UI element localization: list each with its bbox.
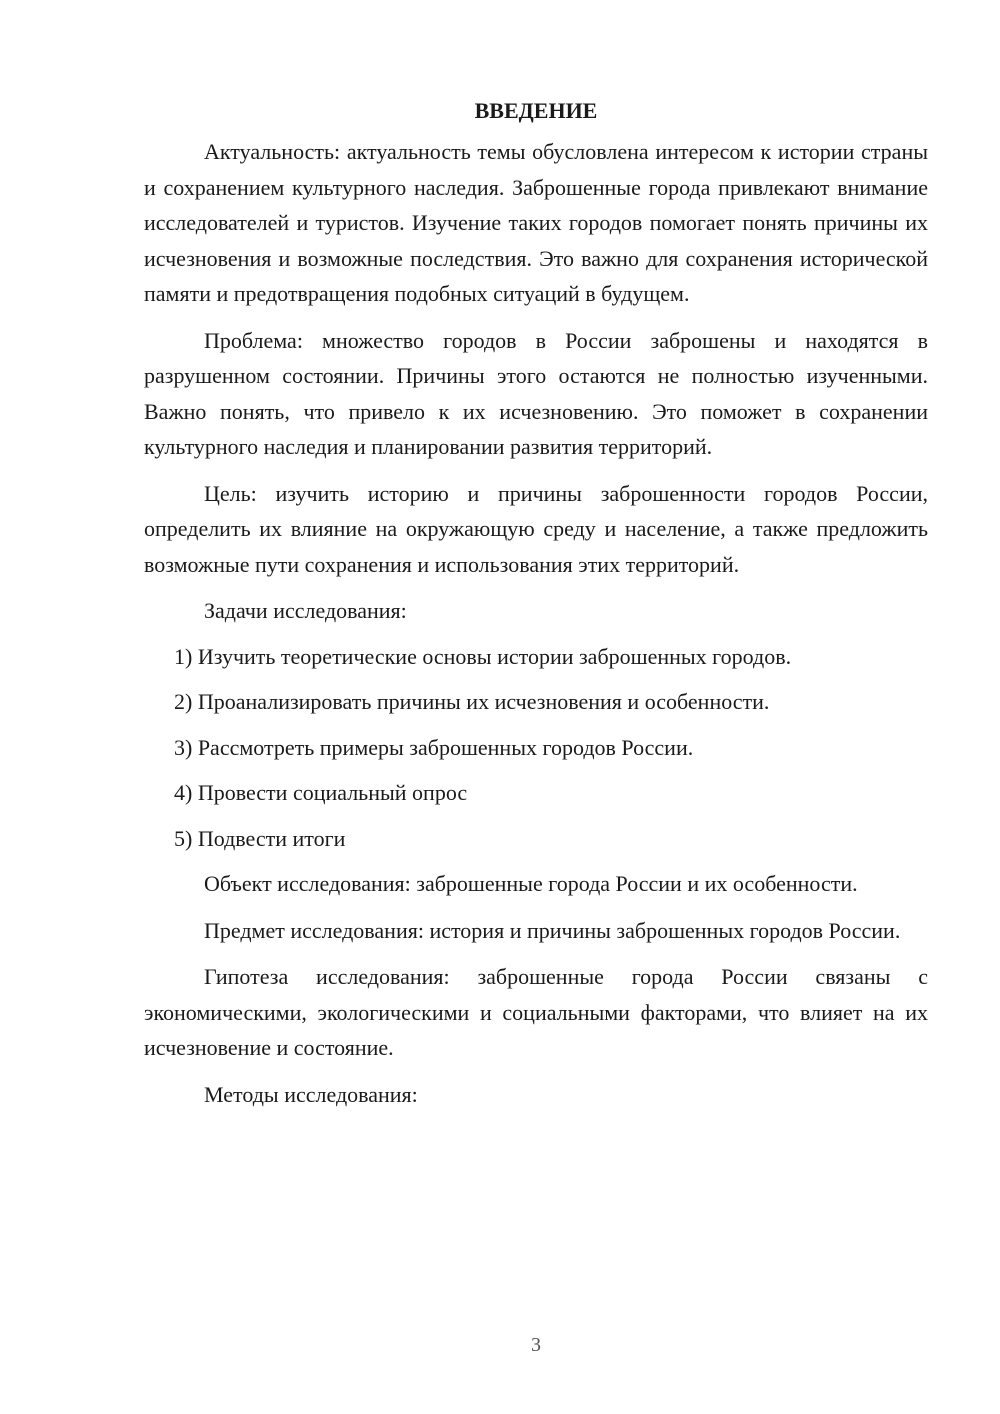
task-item: 5) Подвести итоги (174, 825, 346, 851)
section-title: ВВЕДЕНИЕ (474, 98, 598, 123)
tasks-list (144, 639, 928, 857)
tasks-heading: Задачи исследования: (204, 598, 407, 623)
goal-paragraph: Цель: изучить историю и причины заброшенности городов России, определить их влияние на окружающую среду и население, а также предложить возможные пути сохранения и использования этих территорий. (144, 480, 928, 577)
object-paragraph: Объект исследования: заброшенные города России и их особенности. (204, 871, 858, 896)
document-page (144, 96, 928, 1122)
task-item: 4) Провести социальный опрос (174, 780, 468, 805)
problem-paragraph: Проблема: множество городов в России заброшены и находятся в разрушенном состоянии. Причины этого остаются не полностью изученными. Важно понять, что привело к их исчезновению. Это поможет в сохранении культурного наследия и планировании развития территорий. (144, 327, 928, 459)
subject-paragraph: Предмет исследования: история и причины заброшенных городов России. (204, 917, 901, 943)
methods-heading: Методы исследования: (204, 1081, 418, 1107)
relevance-paragraph: Актуальность: актуальность темы обусловлена интересом к истории страны и сохранением культурного наследия. Заброшенные города привлекают внимание исследователей и туристов. Изучение таких городов помогает понять причины их исчезновения и возможные последствия. Это важно для сохранения исторической памяти и предотвращения подобных ситуаций в будущем. (144, 139, 928, 306)
task-item: 2) Проанализировать причины их исчезновения и особенности. (174, 689, 770, 714)
page-number: 3 (531, 1334, 541, 1356)
task-item: 1) Изучить теоретические основы истории заброшенных городов. (174, 643, 792, 669)
hypothesis-paragraph: Гипотеза исследования: заброшенные города России связаны с экономическими, экологическими и социальными факторами, что влияет на их исчезновение и состояние. (144, 964, 928, 1060)
task-item: 3) Рассмотреть примеры заброшенных городов России. (174, 734, 694, 760)
